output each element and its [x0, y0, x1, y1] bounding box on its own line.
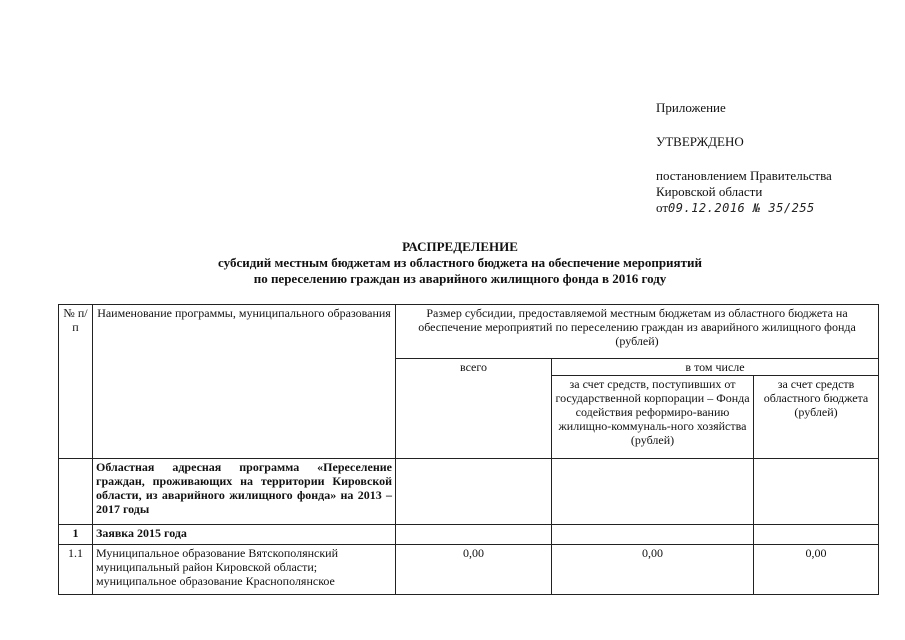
appendix-label: Приложение: [656, 100, 726, 115]
row-total: 0,00: [396, 545, 552, 595]
resolution-line-1: постановлением Правительства: [656, 168, 832, 183]
program-name: Областная адресная программа «Переселение граждан, проживающих на территории Кировской области, из аварийного жилищного фонда» на 2013 – 2017 годы: [93, 459, 396, 525]
header-subsidy-size: Размер субсидии, предоставляемой местным бюджетам из областного бюджета на обеспечение мероприятий по переселению граждан из аварийного жилищного фонда (рублей): [396, 305, 879, 359]
handwritten-resolution-number: 09.12.2016 № 35/255: [668, 201, 815, 215]
section-row: [59, 525, 879, 545]
header-program-name: Наименование программы, муниципального образования: [93, 305, 396, 459]
resolution-line-2: Кировской области: [656, 184, 763, 199]
document-title: РАСПРЕДЕЛЕНИЕ: [402, 239, 518, 254]
resolution-date-line: [656, 200, 815, 216]
program-row: [59, 459, 879, 525]
header-regional-source: за счет средств областного бюджета (рублей): [754, 376, 879, 459]
header-fund-source: за счет средств, поступивших от государственной корпорации – Фонда содействия реформиро-ванию жилищно-коммуналь-ного хозяйства (рублей): [552, 376, 754, 459]
table-header-row-1: [59, 305, 879, 359]
section-number: 1: [59, 525, 93, 545]
document-subtitle-1: субсидий местным бюджетам из областного бюджета на обеспечение мероприятий: [218, 255, 702, 270]
row-fund: 0,00: [552, 545, 754, 595]
resolution-prefix: от: [656, 200, 669, 215]
approved-label: УТВЕРЖДЕНО: [656, 134, 744, 149]
subsidy-distribution-table: [58, 304, 879, 595]
header-total: всего: [396, 359, 552, 459]
header-number: № п/п: [59, 305, 93, 459]
row-number: 1.1: [59, 545, 93, 595]
section-name: Заявка 2015 года: [93, 525, 396, 545]
header-including: в том числе: [552, 359, 879, 376]
row-name: Муниципальное образование Вятскополянский муниципальный район Кировской области; муниципальное образование Краснополянское: [93, 545, 396, 595]
document-subtitle-2: по переселению граждан из аварийного жилищного фонда в 2016 году: [253, 271, 667, 286]
table-row: [59, 545, 879, 595]
row-regional: 0,00: [754, 545, 879, 595]
